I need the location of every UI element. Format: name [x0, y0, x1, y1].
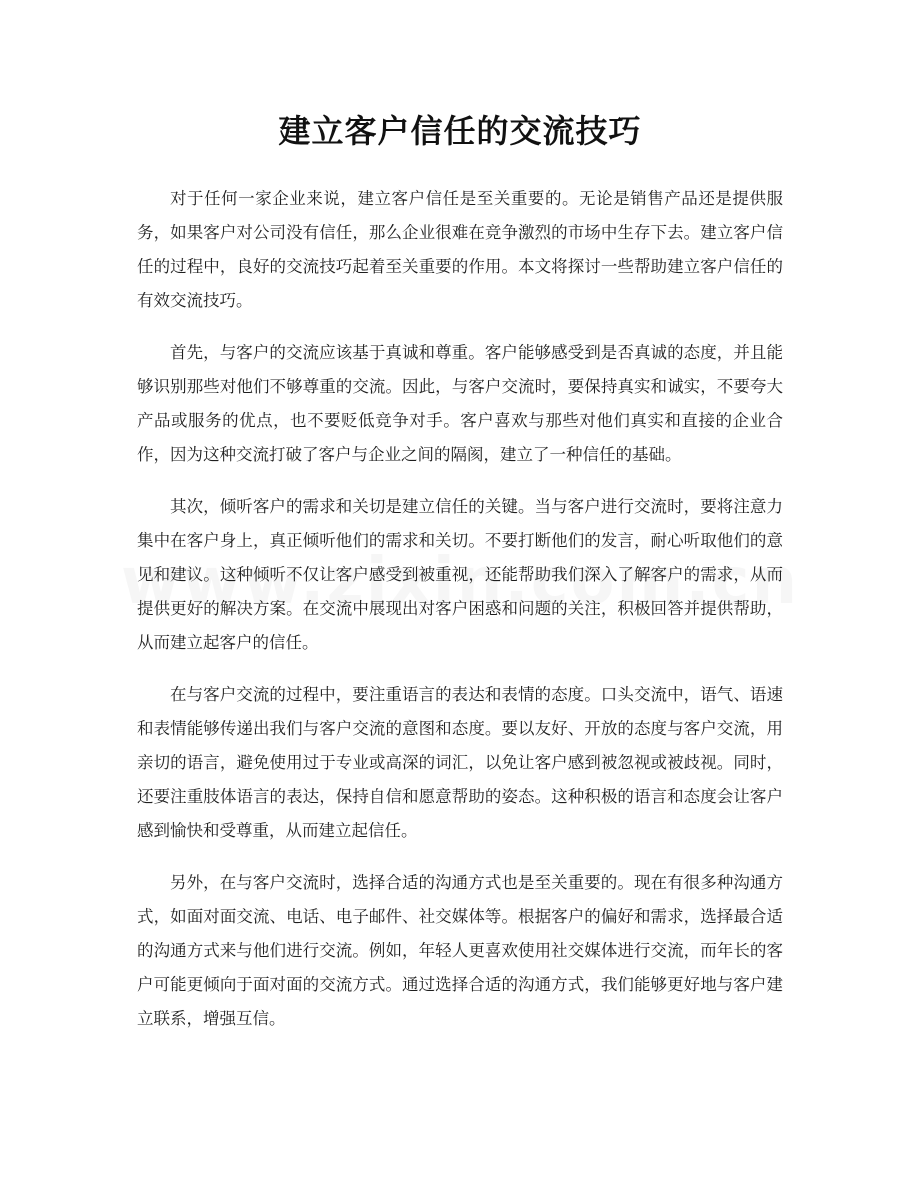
document-title: 建立客户信任的交流技巧 [278, 112, 642, 150]
paragraph-intro: 对于任何一家企业来说，建立客户信任是至关重要的。无论是销售产品还是提供服务，如果客户对公司没有信任，那么企业很难在竞争激烈的市场中生存下去。建立客户信任的过程中，良好的交流技巧起着至关重要的作用。本文将探讨一些帮助建立客户信任的有效交流技巧。 [137, 189, 783, 310]
document-body [137, 182, 783, 1054]
paragraph-listening: 其次，倾听客户的需求和关切是建立信任的关键。当与客户进行交流时，要将注意力集中在客户身上，真正倾听他们的需求和关切。不要打断他们的发言，耐心听取他们的意见和建议。这种倾听不仅让客户感受到被重视，还能帮助我们深入了解客户的需求，从而提供更好的解决方案。在交流中展现出对客户困惑和问题的关注，积极回答并提供帮助，从而建立起客户的信任。 [137, 497, 783, 652]
paragraph-channels: 另外，在与客户交流时，选择合适的沟通方式也是至关重要的。现在有很多种沟通方式，如面对面交流、电话、电子邮件、社交媒体等。根据客户的偏好和需求，选择最合适的沟通方式来与他们进行交流。例如，年轻人更喜欢使用社交媒体进行交流，而年长的客户可能更倾向于面对面的交流方式。通过选择合适的沟通方式，我们能够更好地与客户建立联系，增强互信。 [137, 873, 783, 1028]
paragraph-sincerity: 首先，与客户的交流应该基于真诚和尊重。客户能够感受到是否真诚的态度，并且能够识别那些对他们不够尊重的交流。因此，与客户交流时，要保持真实和诚实，不要夸大产品或服务的优点，也不要贬低竞争对手。客户喜欢与那些对他们真实和直接的企业合作，因为这种交流打破了客户与企业之间的隔阂，建立了一种信任的基础。 [137, 343, 783, 464]
paragraph-expression: 在与客户交流的过程中，要注重语言的表达和表情的态度。口头交流中，语气、语速和表情能够传递出我们与客户交流的意图和态度。要以友好、开放的态度与客户交流，用亲切的语言，避免使用过于专业或高深的词汇，以免让客户感到被忽视或被歧视。同时，还要注重肢体语言的表达，保持自信和愿意帮助的姿态。这种积极的语言和态度会让客户感到愉快和受尊重，从而建立起信任。 [137, 685, 783, 840]
